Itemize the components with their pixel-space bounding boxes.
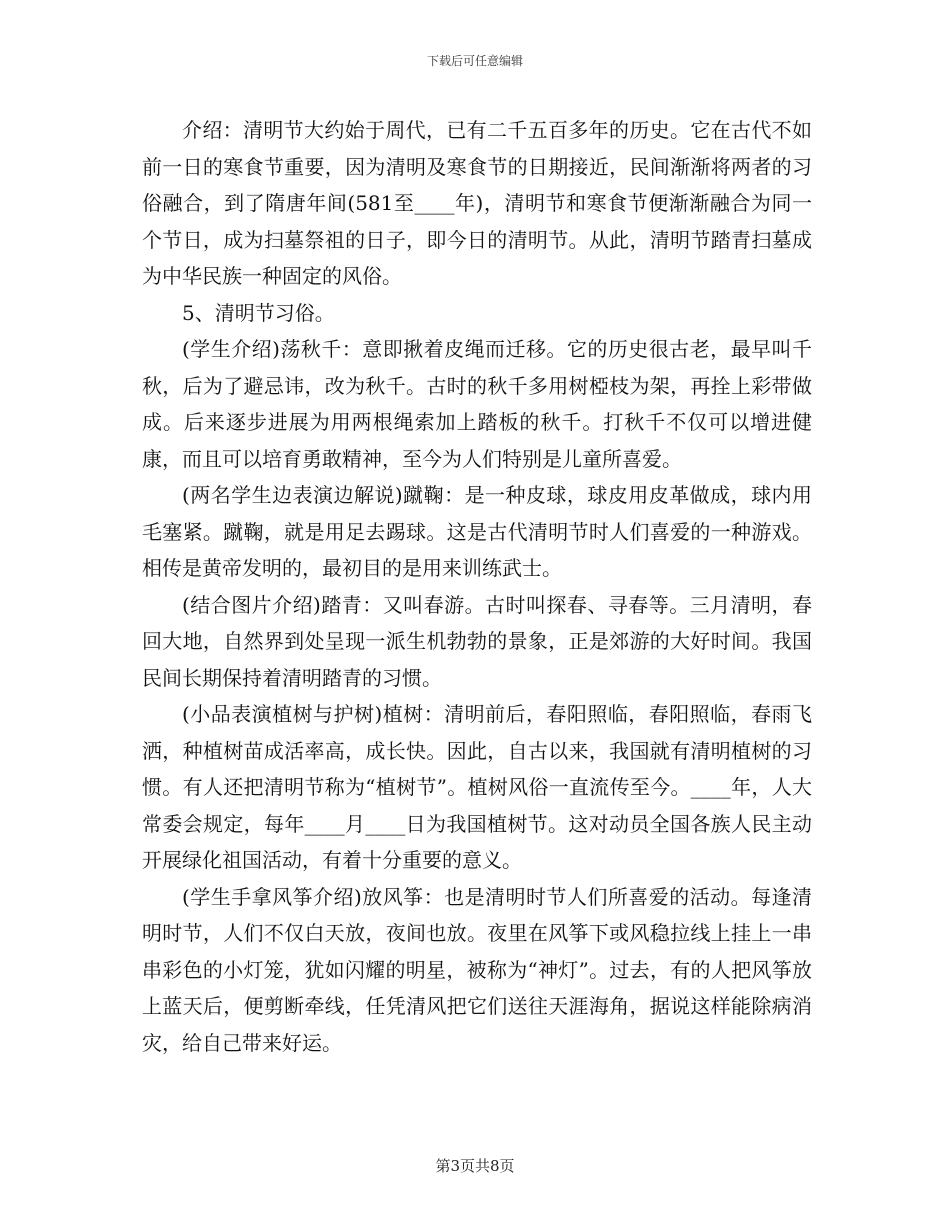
taqing-paragraph: (结合图片介绍)踏青：又叫春游。古时叫探春、寻春等。三月清明，春回大地，自然界到处呈现一派生机勃勃的景象，正是郊游的大好时间。我国民间长期保持着清明踏青的习惯。 <box>142 592 812 690</box>
document-body <box>142 112 812 1061</box>
page-header: 下载后可任意编辑 <box>426 54 523 68</box>
swing-paragraph: (学生介绍)荡秋千：意即揪着皮绳而迁移。它的历史很古老，最早叫千秋，后为了避忌讳，改为秋千。古时的秋千多用树椏枝为架，再拴上彩带做成。后来逐步进展为用两根绳索加上踏板的秋千。打秋千不仅可以增进健康，而且可以培育勇敢精神，至今为人们特别是儿童所喜爱。 <box>142 337 812 471</box>
intro-paragraph: 介绍：清明节大约始于周代，已有二千五百多年的历史。它在古代不如前一日的寒食节重要，因为清明及寒食节的日期接近，民间渐渐将两者的习俗融合，到了隋唐年间(581至____年)，清明节和寒食节便渐渐融合为同一个节日，成为扫墓祭祖的日子，即今日的清明节。从此，清明节踏青扫墓成为中华民族一种固定的风俗。 <box>142 118 812 288</box>
tree-planting-paragraph: (小品表演植树与护树)植树：清明前后，春阳照临，春阳照临，春雨飞洒，种植树苗成活率高，成长快。因此，自古以来，我国就有清明植树的习惯。有人还把清明节称为“植树节”。植树风俗一直流传至今。____年，人大常委会规定，每年____月____日为我国植树节。这对动员全国各族人民主动开展绿化祖国活动，有着十分重要的意义。 <box>142 702 812 872</box>
kite-paragraph: (学生手拿风筝介绍)放风筝：也是清明时节人们所喜爱的活动。每逢清明时节，人们不仅白天放，夜间也放。夜里在风筝下或风稳拉线上挂上一串串彩色的小灯笼，犹如闪耀的明星，被称为“神灯”。过去，有的人把风筝放上蓝天后，便剪断牵线，任凭清风把它们送往天涯海角，据说这样能除病消灾，给自己带来好运。 <box>142 884 812 1055</box>
cuju-paragraph: (两名学生边表演边解说)蹴鞠：是一种皮球，球皮用皮革做成，球内用毛塞紧。蹴鞠，就是用足去踢球。这是古代清明节时人们喜爱的一种游戏。相传是黄帝发明的，最初目的是用来训练武士。 <box>142 483 812 580</box>
page-number: 第3页共8页 <box>435 1157 515 1175</box>
section-heading: 5、清明节习俗。 <box>182 300 335 325</box>
